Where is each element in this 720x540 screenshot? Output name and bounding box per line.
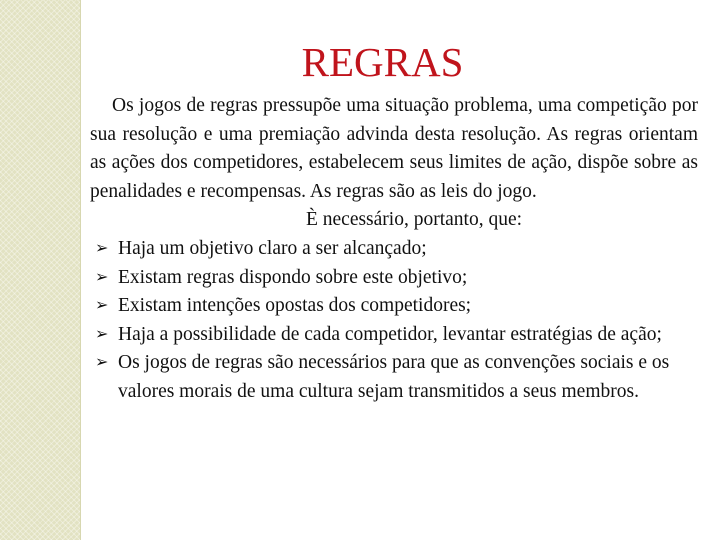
bullet-text: Haja a possibilidade de cada competidor, levantar estratégias de ação; bbox=[118, 323, 662, 345]
slide-body bbox=[90, 92, 698, 407]
slide-title: REGRAS bbox=[301, 39, 464, 85]
bullet-text: Existam regras dispondo sobre este objetivo; bbox=[118, 266, 468, 288]
arrow-bullet-icon: ➢ bbox=[95, 268, 109, 286]
list-item bbox=[90, 349, 698, 406]
arrow-bullet-icon: ➢ bbox=[95, 325, 109, 343]
bullet-text: Os jogos de regras são necessários para que as convenções sociais e os valores morais de uma cultura sejam transmitidos a seus membros. bbox=[118, 352, 670, 402]
bullet-text: Existam intenções opostas dos competidores; bbox=[118, 295, 472, 317]
intro-paragraph: Os jogos de regras pressupõe uma situação problema, uma competição por sua resolução e uma premiação advinda desta resolução. As regras orientam as ações dos competidores, estabelecem seus limites de ação, dispõe sobre as penalidades e recompensas. As regras são as leis do jogo. bbox=[90, 95, 698, 202]
rules-bullet-list bbox=[90, 235, 698, 407]
list-item bbox=[90, 235, 698, 264]
arrow-bullet-icon: ➢ bbox=[95, 239, 109, 257]
arrow-bullet-icon: ➢ bbox=[95, 297, 109, 315]
bullet-text: Haja um objetivo claro a ser alcançado; bbox=[118, 237, 427, 259]
list-item bbox=[90, 264, 698, 293]
list-item bbox=[90, 292, 698, 321]
arrow-bullet-icon: ➢ bbox=[95, 354, 109, 372]
list-item bbox=[90, 321, 698, 350]
lead-in-text: È necessário, portanto, que: bbox=[305, 209, 523, 231]
